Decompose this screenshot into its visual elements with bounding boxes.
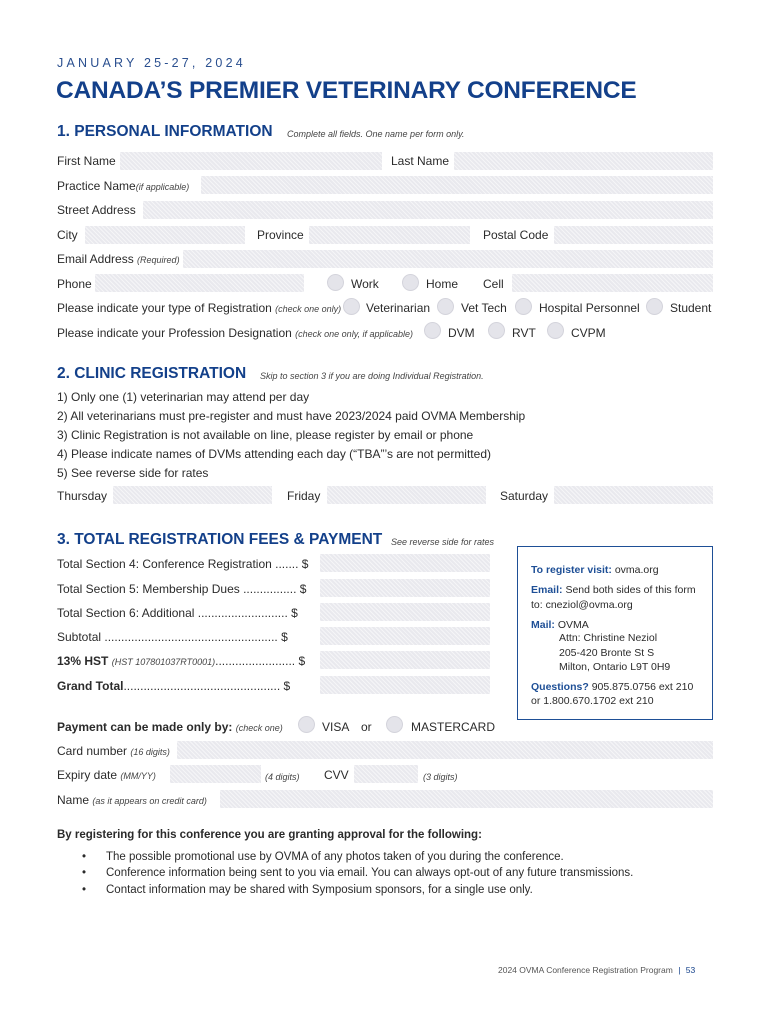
email-text: Email Address [57, 252, 134, 266]
section1-note: Complete all fields. One name per form only. [287, 129, 465, 139]
thursday-label: Thursday [57, 489, 108, 503]
questions-line-2: or 1.800.670.1702 ext 210 [531, 695, 654, 707]
questions-label: Questions? [531, 681, 589, 693]
email-field[interactable] [183, 250, 713, 268]
card-number-label [57, 744, 170, 759]
veterinarian-radio[interactable] [343, 298, 360, 315]
register-visit-label: To register visit: [531, 564, 612, 576]
saturday-field[interactable] [554, 486, 713, 504]
footer-separator: | [678, 965, 681, 975]
consent-bullet-2: • [82, 867, 87, 879]
expiry-note: (MM/YY) [120, 771, 156, 781]
practice-name-text: Practice Name [57, 179, 136, 193]
payment-label [57, 720, 283, 735]
section3-note: See reverse side for rates [391, 537, 495, 547]
section1-heading: 1. PERSONAL INFORMATION [57, 123, 273, 140]
street-address-label: Street Address [57, 203, 136, 217]
saturday-label: Saturday [500, 489, 549, 503]
city-field[interactable] [85, 226, 245, 244]
practice-name-label [57, 179, 189, 194]
hst-dots: ........................ $ [215, 654, 306, 668]
province-field[interactable] [309, 226, 470, 244]
questions-line [531, 681, 693, 694]
cardholder-name-text: Name [57, 793, 90, 807]
cvv-digits-note: (3 digits) [423, 772, 458, 782]
mail-info-value: OVMA [557, 619, 589, 631]
clinic-rule-4: 4) Please indicate names of DVMs attending each day (“TBA”’s are not permitted) [57, 447, 491, 461]
registration-type-text: Please indicate your type of Registration [57, 301, 272, 315]
fee-conference-field[interactable] [320, 554, 490, 572]
postal-code-label: Postal Code [483, 228, 549, 242]
consent-item-1: The possible promotional use by OVMA of any photos taken of you during the conference. [106, 851, 564, 863]
province-label: Province [257, 228, 304, 242]
hst-label: 13% HST [57, 654, 109, 668]
email-info-label: Email: [531, 584, 563, 596]
grand-total-dots: ............................................... $ [123, 679, 291, 693]
visa-radio[interactable] [298, 716, 315, 733]
first-name-label: First Name [57, 154, 116, 168]
hospital-personnel-label: Hospital Personnel [539, 301, 640, 315]
consent-bullet-1: • [82, 851, 87, 863]
mastercard-label: MASTERCARD [411, 720, 496, 734]
fee-row-subtotal [57, 630, 288, 644]
consent-item-2: Conference information being sent to you via email. You can always opt-out of any future transmissions. [106, 867, 634, 879]
cvpm-radio[interactable] [547, 322, 564, 339]
cardholder-name-field[interactable] [220, 790, 713, 808]
mail-attn-line: Attn: Christine Neziol [559, 632, 658, 644]
card-number-field[interactable] [177, 741, 713, 759]
page-title: CANADA’S PREMIER VETERINARY CONFERENCE [56, 77, 637, 104]
expiry-text: Expiry date [57, 768, 118, 782]
practice-name-note: (if applicable) [135, 182, 190, 192]
rvt-radio[interactable] [488, 322, 505, 339]
phone-home-radio[interactable] [402, 274, 419, 291]
mastercard-radio[interactable] [386, 716, 403, 733]
friday-label: Friday [287, 489, 321, 503]
fee-row-membership: Total Section 5: Membership Dues ................ $ [57, 582, 307, 596]
cvpm-label: CVPM [571, 326, 606, 340]
vet-tech-label: Vet Tech [461, 301, 507, 315]
last-name-label: Last Name [391, 154, 450, 168]
visa-label: VISA [322, 720, 350, 734]
or-label: or [361, 720, 372, 734]
designation-label [57, 326, 413, 341]
expiry-field[interactable] [170, 765, 261, 783]
clinic-rule-1: 1) Only one (1) veterinarian may attend per day [57, 390, 310, 404]
payment-text: Payment can be made only by: [57, 720, 233, 734]
hospital-personnel-radio[interactable] [515, 298, 532, 315]
consent-heading: By registering for this conference you are granting approval for the following: [57, 829, 482, 841]
cardholder-name-label [57, 793, 207, 808]
first-name-field[interactable] [120, 152, 382, 170]
dvm-label: DVM [448, 326, 475, 340]
phone-cell-label: Cell [483, 277, 504, 291]
postal-code-field[interactable] [554, 226, 713, 244]
page-number: 53 [685, 965, 696, 975]
fee-additional-field[interactable] [320, 603, 490, 621]
phone-field[interactable] [95, 274, 304, 292]
street-address-field[interactable] [143, 201, 713, 219]
grand-total-label: Grand Total [57, 679, 124, 693]
card-number-text: Card number [57, 744, 128, 758]
friday-field[interactable] [327, 486, 486, 504]
section3-heading: 3. TOTAL REGISTRATION FEES & PAYMENT [57, 531, 383, 548]
email-info-value-1: Send both sides of this form [565, 584, 696, 596]
consent-bullet-3: • [82, 884, 87, 896]
practice-name-field[interactable] [201, 176, 713, 194]
mail-city-line: Milton, Ontario L9T 0H9 [559, 661, 671, 673]
fee-hst-field[interactable] [320, 651, 490, 669]
expiry-digits-note: (4 digits) [265, 772, 300, 782]
section2-heading: 2. CLINIC REGISTRATION [57, 365, 247, 382]
vet-tech-radio[interactable] [437, 298, 454, 315]
phone-home-label: Home [426, 277, 459, 291]
mail-info-label: Mail: [531, 619, 555, 631]
email-label [57, 252, 180, 267]
footer [498, 965, 695, 975]
registration-type-note: (check one only) [275, 304, 342, 314]
fee-grand-total-field[interactable] [320, 676, 490, 694]
cvv-field[interactable] [354, 765, 418, 783]
student-label: Student [670, 301, 712, 315]
cell-phone-field[interactable] [512, 274, 713, 292]
designation-text: Please indicate your Profession Designation [57, 326, 292, 340]
city-label: City [57, 228, 78, 242]
clinic-rule-3: 3) Clinic Registration is not available on line, please register by email or phone [57, 428, 474, 442]
dvm-radio[interactable] [424, 322, 441, 339]
mail-info-line [531, 619, 589, 632]
register-visit-value[interactable]: ovma.org [614, 564, 659, 576]
phone-label: Phone [57, 277, 92, 291]
fee-membership-field[interactable] [320, 579, 490, 597]
footer-program: 2024 OVMA Conference Registration Program [498, 965, 673, 975]
register-visit-line [531, 564, 659, 577]
clinic-rule-5: 5) See reverse side for rates [57, 466, 209, 480]
section2-note: Skip to section 3 if you are doing Individual Registration. [260, 371, 484, 381]
questions-value-1: 905.875.0756 ext 210 [591, 681, 694, 693]
cvv-label: CVV [324, 768, 349, 782]
fee-row-additional: Total Section 6: Additional ........................... $ [57, 606, 298, 620]
phone-work-label: Work [351, 277, 379, 291]
email-info-line [531, 584, 696, 597]
thursday-field[interactable] [113, 486, 272, 504]
clinic-rule-2: 2) All veterinarians must pre-register and must have 2023/2024 paid OVMA Membership [57, 409, 526, 423]
email-info-line-2[interactable]: to: cneziol@ovma.org [531, 599, 633, 611]
fee-row-hst [57, 654, 305, 669]
hst-note: (HST 107801037RT0001) [111, 657, 216, 667]
cardholder-name-note: (as it appears on credit card) [92, 796, 207, 806]
card-number-note: (16 digits) [130, 747, 170, 757]
registration-type-label [57, 301, 341, 316]
fee-row-conference: Total Section 4: Conference Registration ....... $ [57, 557, 309, 571]
veterinarian-label: Veterinarian [366, 301, 431, 315]
mail-street-line: 205-420 Bronte St S [559, 647, 655, 659]
last-name-field[interactable] [454, 152, 713, 170]
conference-date: JANUARY 25-27, 2024 [57, 56, 246, 70]
expiry-label [57, 768, 156, 783]
payment-note: (check one) [235, 723, 283, 733]
phone-work-radio[interactable] [327, 274, 344, 291]
student-radio[interactable] [646, 298, 663, 315]
email-note: (Required) [137, 255, 180, 265]
subtotal-label: Subtotal .................................................... $ [57, 630, 288, 644]
designation-note: (check one only, if applicable) [295, 329, 414, 339]
consent-item-3: Contact information may be shared with Symposium sponsors, for a single use only. [106, 884, 533, 896]
rvt-label: RVT [512, 326, 536, 340]
fee-subtotal-field[interactable] [320, 627, 490, 645]
fee-row-grand-total [57, 679, 290, 693]
